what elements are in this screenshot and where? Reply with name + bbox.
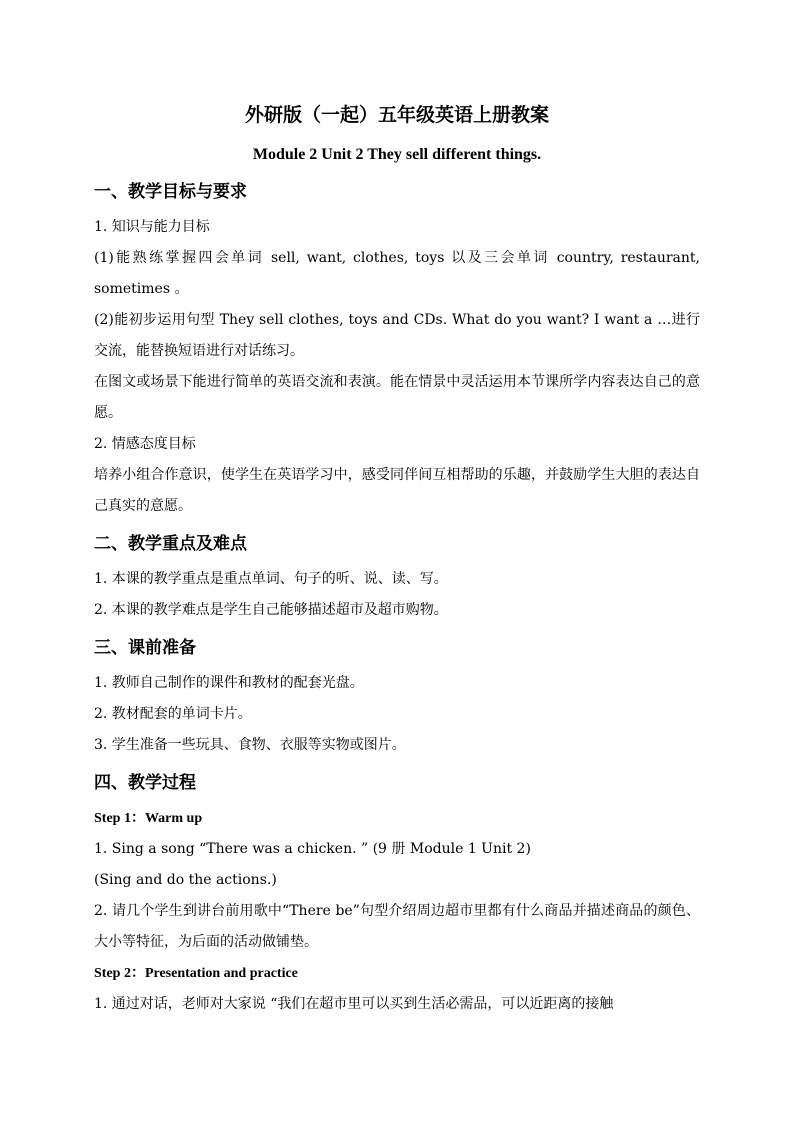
objective-communication: 在图文或场景下能进行简单的英语交流和表演。能在情景中灵活运用本节课所学内容表达自己的意愿。: [94, 374, 700, 421]
section-heading-key-points: 二、教学重点及难点: [94, 534, 247, 554]
preparation-item: 3. 学生准备一些玩具、食物、衣服等实物或图片。: [94, 737, 406, 753]
section-heading-process: 四、教学过程: [94, 773, 196, 793]
document-subtitle: Module 2 Unit 2 They sell different things.: [252, 146, 542, 163]
objective-emotion-text: 培养小组合作意识，使学生在英语学习中，感受同伴间互相帮助的乐趣，并鼓励学生大胆的表达自己真实的意愿。: [94, 467, 700, 514]
step-2-title: Step 2：Presentation and practice: [94, 966, 298, 981]
preparation-item: 2. 教材配套的单词卡片。: [94, 706, 252, 722]
section-heading-preparation: 三、课前准备: [94, 638, 196, 658]
section-heading-objectives: 一、教学目标与要求: [94, 182, 247, 202]
step-2-item: 1. 通过对话，老师对大家说 “我们在超市里可以买到生活必需品，可以近距离的接触: [94, 996, 614, 1012]
objective-sentence-patterns: (2)能初步运用句型 They sell clothes, toys and CDs. What do you want? I want a …进行交流，能替换短语进行对话练习。: [94, 312, 700, 359]
step-1-item: (Sing and do the actions.): [94, 872, 277, 888]
step-1-item: 1. Sing a song “There was a chicken. ” (9 册 Module 1 Unit 2): [94, 841, 531, 857]
difficult-point-item: 2. 本课的教学难点是学生自己能够描述超市及超市购物。: [94, 602, 448, 618]
step-1-title: Step 1：Warm up: [94, 811, 203, 826]
objective-knowledge-title: 1. 知识与能力目标: [94, 219, 210, 235]
preparation-item: 1. 教师自己制作的课件和教材的配套光盘。: [94, 675, 364, 691]
document-body: [94, 100, 700, 1020]
key-point-item: 1. 本课的教学重点是重点单词、句子的听、说、读、写。: [94, 571, 448, 587]
objective-emotion-title: 2. 情感态度目标: [94, 436, 196, 452]
document-title: 外研版（一起）五年级英语上册教案: [244, 104, 549, 126]
step-1-item: 2. 请几个学生到讲台前用歌中“There be”句型介绍周边超市里都有什么商品并描述商品的颜色、大小等特征，为后面的活动做铺垫。: [94, 903, 700, 950]
objective-vocabulary: (1)能熟练掌握四会单词 sell, want, clothes, toys 以及三会单词 country, restaurant, sometimes 。: [94, 250, 700, 297]
